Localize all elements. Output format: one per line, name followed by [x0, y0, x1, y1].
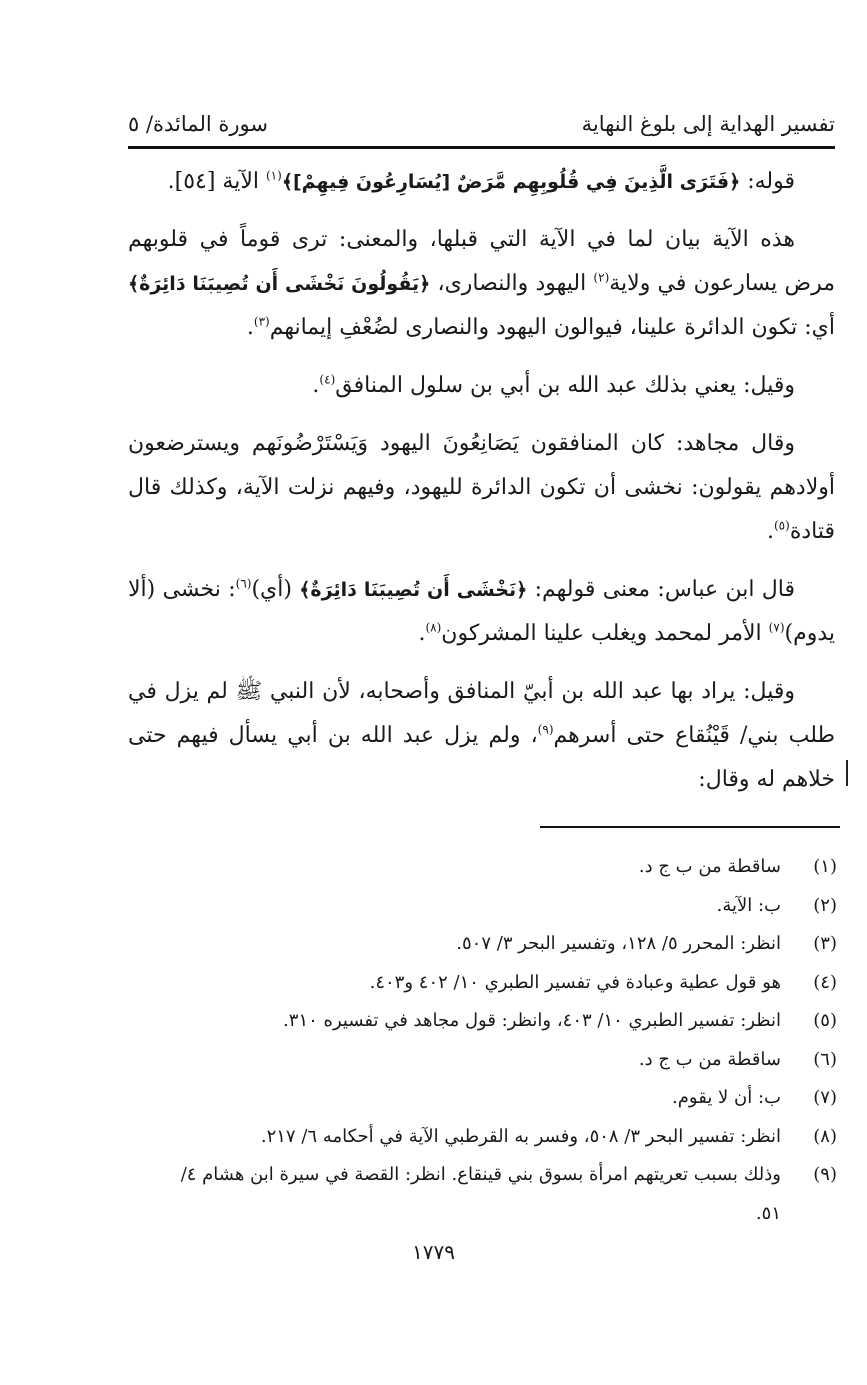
text-run: الأمر لمحمد ويغلب علينا المشركون [441, 621, 769, 646]
footnote-text: وذلك بسبب تعريتهم امرأة بسوق بني قينقاع. انظر: القصة في سيرة ابن هشام ٤/ ٥١. [180, 1164, 781, 1224]
text-run: وقيل: يعني بذلك عبد الله بن أبي بن سلول المنافق [335, 373, 795, 398]
paragraph-4 [128, 422, 835, 554]
paragraph-3 [128, 364, 835, 408]
manuscript-page-marker [846, 760, 848, 786]
footnote [150, 1118, 837, 1157]
text-run: هذه الآية بيان لما في الآية التي قبلها، والمعنى: ترى قوماً في قلوبهم مرض يسارعون في ولاية [128, 227, 835, 296]
footnote-number: (٢) [813, 894, 837, 916]
footnote [150, 887, 837, 926]
text-run: . [766, 519, 774, 544]
main-text [128, 160, 835, 816]
footnote-number: (١) [813, 856, 837, 877]
text-run: . [312, 373, 320, 398]
footnote-ref: (٥) [773, 518, 790, 533]
footnote-number: (٥) [813, 1010, 837, 1031]
text-run: (أي) [251, 577, 300, 602]
footnote-number: (٤) [813, 971, 837, 993]
footnote-number: (٣) [813, 933, 837, 954]
text-run: : نخشى (ألا يدوم) [128, 577, 835, 646]
footnote [150, 1041, 837, 1080]
quran-verse: ﴿نَخْشَى أَن تُصِيبَنَا دَائِرَةٌ﴾ [299, 579, 528, 601]
footnote-ref: (١) [265, 168, 282, 183]
text-run: الآية [٥٤]. [167, 169, 266, 194]
footnote-text: ب: الآية. [716, 894, 781, 916]
footnote-text: انظر: تفسير الطبري ١٠/ ٤٠٣، وانظر: قول مجاهد في تفسيره ٣١٠. [283, 1010, 781, 1031]
surah-label: سورة المائدة/ ٥ [128, 112, 268, 136]
footnote-text: ب: أن لا يقوم. [672, 1087, 781, 1108]
footnote-text: ساقطة من ب ج د. [638, 856, 781, 877]
text-run: ، ولم يزل عبد الله بن أبي يسأل فيهم حتى خلاهم له وقال: [128, 723, 835, 792]
paragraph-5 [128, 568, 835, 656]
text-run: . [246, 315, 254, 340]
paragraph-1 [128, 160, 835, 204]
footnotes [150, 848, 837, 1233]
footnote [150, 964, 837, 1003]
text-run: . [418, 621, 426, 646]
text-run: أي: تكون الدائرة علينا، فيوالون اليهود والنصارى لضُعْفِ إيمانهم [269, 315, 835, 340]
text-run: وقيل: يراد بها عبد الله بن أبيّ المنافق وأصحابه، لأن النبي ﷺ لم يزل في طلب بني/ قَيْنُقاع حتى أسرهم [128, 679, 835, 748]
text-run: قوله: [740, 169, 795, 194]
footnote-text: هو قول عطية وعبادة في تفسير الطبري ١٠/ ٤٠٢ و٤٠٣. [369, 971, 781, 993]
text-run: قال ابن عباس: معنى قولهم: [527, 577, 796, 602]
footnote-number: (٦) [813, 1048, 837, 1070]
page-number: ١٧٧٩ [412, 1240, 455, 1264]
footnote-ref: (٤) [319, 372, 336, 387]
footnote-ref: (٣) [253, 314, 270, 329]
text-run: اليهود والنصارى، [430, 271, 594, 296]
footnote-ref: (٦) [235, 576, 252, 591]
paragraph-2 [128, 218, 835, 350]
footnote-ref: (٧) [768, 620, 785, 635]
footnote [150, 1079, 837, 1118]
footnote-number: (٨) [813, 1125, 837, 1147]
quran-verse: ﴿فَتَرَى الَّذِينَ فِي قُلُوبِهِم مَّرَضٌ [يُسَارِعُونَ فِيهِمْ]﴾ [281, 171, 741, 193]
header-rule [128, 146, 835, 149]
text-run: وقال مجاهد: كان المنافقون يَصَانِعُونَ اليهود وَيَسْتَرْضُونَهم ويسترضعون أولادهم يقولون: نخشى أن تكون الدائرة لليهود، وفيهم نزلت الآية، وكذلك قال قتادة [128, 431, 835, 544]
footnote-text: انظر: المحرر ٥/ ١٢٨، وتفسير البحر ٣/ ٥٠٧. [456, 933, 781, 954]
footnote-ref: (٢) [593, 270, 610, 285]
quran-verse: ﴿يَقُولُونَ نَخْشَى أَن تُصِيبَنَا دَائِرَةٌ﴾ [128, 273, 431, 295]
footnote-separator [540, 826, 840, 828]
paragraph-6 [128, 670, 835, 802]
footnote-number: (٧) [813, 1087, 837, 1108]
book-title: تفسير الهداية إلى بلوغ النهاية [581, 112, 835, 136]
footnote-number: (٩) [813, 1164, 837, 1185]
footnote-ref: (٩) [537, 722, 554, 737]
footnote [150, 1156, 837, 1233]
running-header [128, 104, 835, 144]
footnote [150, 925, 837, 964]
footnote-text: انظر: تفسير البحر ٣/ ٥٠٨، وفسر به القرطبي الآية في أحكامه ٦/ ٢١٧. [260, 1125, 781, 1147]
footnote-ref: (٨) [425, 620, 442, 635]
footnote [150, 1002, 837, 1041]
footnote-text: ساقطة من ب ج د. [638, 1048, 781, 1070]
footnote [150, 848, 837, 887]
